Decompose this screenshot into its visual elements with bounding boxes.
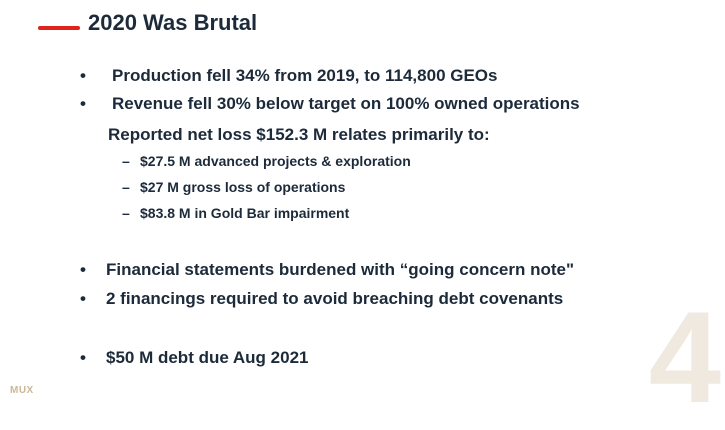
bullet-text: Financial statements burdened with “going concern note" bbox=[106, 260, 575, 279]
bullet-text: $50 M debt due Aug 2021 bbox=[106, 348, 309, 367]
bullet-dot: • bbox=[80, 66, 86, 85]
sub-item-dash: – bbox=[122, 153, 130, 169]
sub-item-text: $27 M gross loss of operations bbox=[140, 179, 346, 195]
sub-item-text: $83.8 M in Gold Bar impairment bbox=[140, 205, 350, 221]
bullet-dot: • bbox=[80, 94, 86, 113]
bullet-dot: • bbox=[80, 348, 86, 367]
bullet-text: 2 financings required to avoid breaching debt covenants bbox=[106, 289, 564, 308]
company-logo: MUX bbox=[10, 385, 34, 396]
sub-item-text: $27.5 M advanced projects & exploration bbox=[140, 153, 411, 169]
page-number: 4 bbox=[648, 284, 721, 430]
bullet-dot: • bbox=[80, 289, 86, 308]
slide-title: 2020 Was Brutal bbox=[88, 10, 258, 35]
bullet-text: Revenue fell 30% below target on 100% owned operations bbox=[112, 94, 580, 113]
bullet-dot: • bbox=[80, 260, 86, 279]
sub-item-dash: – bbox=[122, 179, 130, 195]
net-loss-heading: Reported net loss $152.3 M relates primarily to: bbox=[108, 125, 490, 144]
sub-item-dash: – bbox=[122, 205, 130, 221]
title-accent-bar bbox=[38, 26, 80, 30]
bullet-text: Production fell 34% from 2019, to 114,800 GEOs bbox=[112, 66, 498, 85]
